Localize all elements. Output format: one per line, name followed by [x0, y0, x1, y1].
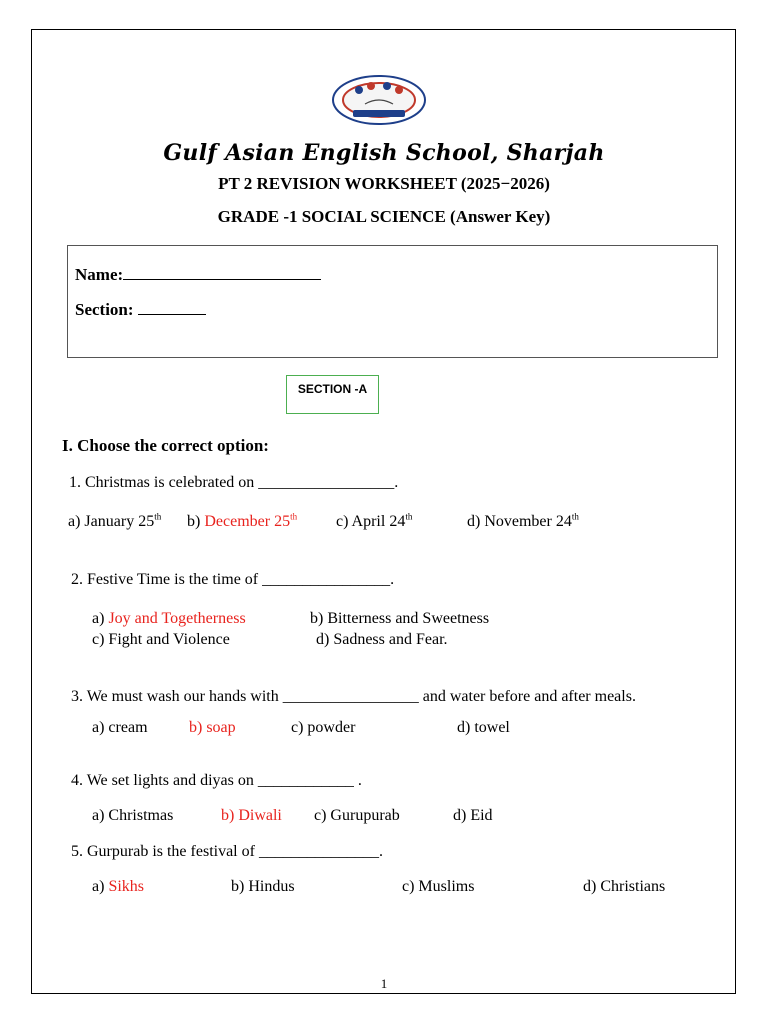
q4-option-b: b) Diwali	[221, 807, 282, 824]
q1-answer: December 25	[204, 513, 291, 530]
q2-option-b: b) Bitterness and Sweetness	[310, 610, 490, 627]
section-a-box: SECTION -A	[286, 375, 379, 414]
q1-option-a: a) January 25th	[68, 511, 162, 530]
question-4: 4. We set lights and diyas on ____________ .	[71, 772, 362, 789]
q5-option-d: d) Christians	[583, 878, 666, 895]
school-name: Gulf Asian English School, Sharjah	[163, 140, 605, 166]
q2-option-c: c) Fight and Violence	[92, 631, 230, 648]
q2-option-d: d) Sadness and Fear.	[316, 631, 448, 648]
name-blank-line[interactable]	[123, 279, 321, 280]
section-blank-line[interactable]	[138, 314, 206, 315]
school-logo	[331, 74, 427, 126]
q2-option-a: a) Joy and Togetherness	[92, 610, 246, 627]
part-heading: I. Choose the correct option:	[62, 436, 269, 455]
question-3: 3. We must wash our hands with _________________ and water before and after meals.	[71, 688, 636, 705]
q4-option-a: a) Christmas	[92, 807, 174, 824]
q5-answer: Sikhs	[108, 878, 145, 895]
q1-option-c: c) April 24th	[336, 511, 413, 530]
question-1: 1. Christmas is celebrated on _________________.	[69, 474, 399, 491]
page-number: 1	[380, 976, 388, 991]
name-row	[75, 265, 321, 285]
q5-option-c: c) Muslims	[402, 878, 475, 895]
q5-option-b: b) Hindus	[231, 878, 295, 895]
q3-option-b: b) soap	[189, 719, 236, 736]
q3-option-c: c) powder	[291, 719, 356, 736]
q5-option-a: a) Sikhs	[92, 878, 145, 895]
section-row	[75, 300, 206, 320]
q4-option-c: c) Gurupurab	[314, 807, 400, 824]
worksheet-title: PT 2 REVISION WORKSHEET (2025−2026)	[218, 174, 550, 193]
q4-option-d: d) Eid	[453, 807, 493, 824]
q2-answer: Joy and Togetherness	[108, 610, 246, 627]
q3-option-d: d) towel	[457, 719, 510, 736]
q3-option-a: a) cream	[92, 719, 148, 736]
q1-option-d: d) November 24th	[467, 511, 579, 530]
question-5: 5. Gurpurab is the festival of _______________.	[71, 843, 383, 860]
question-2: 2. Festive Time is the time of ________________.	[71, 571, 395, 588]
name-label: Name:	[75, 265, 124, 284]
section-field-label: Section:	[75, 300, 134, 319]
grade-title: GRADE -1 SOCIAL SCIENCE (Answer Key)	[217, 207, 551, 226]
q1-option-b: b) December 25th	[187, 511, 298, 530]
